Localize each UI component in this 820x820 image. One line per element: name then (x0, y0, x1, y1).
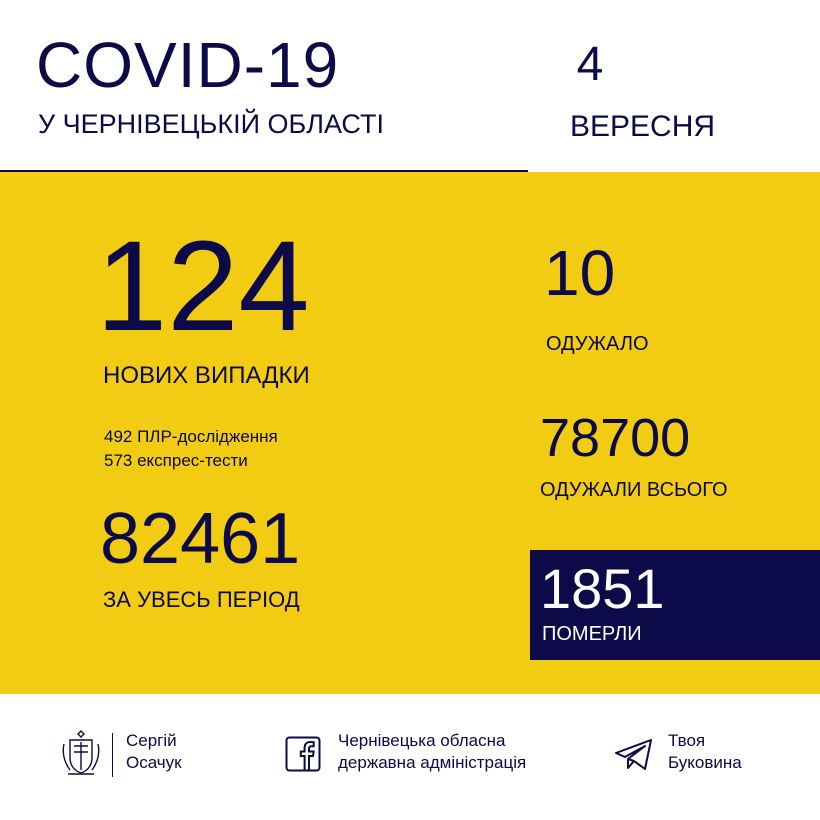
recovered-total-label: ОДУЖАЛИ ВСЬОГО (540, 479, 728, 501)
footer-telegram-line2: Буковина (668, 753, 742, 772)
page-subtitle: У ЧЕРНІВЕЦЬКІЙ ОБЛАСТІ (38, 109, 384, 139)
recovered-label: ОДУЖАЛО (546, 333, 649, 355)
footer-facebook-line1: Чернівецька обласна (338, 731, 506, 750)
footer-facebook-line2: державна адміністрація (338, 753, 527, 772)
deaths-label: ПОМЕРЛИ (542, 623, 642, 645)
recovered-total-value: 78700 (540, 408, 691, 468)
facebook-icon (285, 736, 321, 772)
recovered-value: 10 (544, 237, 616, 309)
deaths-value: 1851 (540, 557, 665, 620)
footer-telegram-line1: Твоя (668, 731, 706, 750)
tests-info (104, 425, 278, 473)
footer-person-line2: Осачук (126, 753, 182, 772)
telegram-icon (614, 738, 654, 772)
new-cases-label: НОВИХ ВИПАДКИ (103, 362, 310, 389)
pcr-tests: 492 ПЛР-дослідження (104, 427, 278, 446)
deaths-box (530, 550, 820, 660)
date-month: ВЕРЕСНЯ (570, 110, 716, 143)
total-cases-label: ЗА УВЕСЬ ПЕРІОД (103, 587, 300, 612)
total-cases-value: 82461 (100, 499, 301, 579)
coat-of-arms-icon (60, 728, 102, 780)
footer-person-line1: Сергій (126, 731, 177, 750)
footer-facebook[interactable] (338, 730, 526, 780)
footer-telegram[interactable] (668, 730, 742, 780)
new-cases-value: 124 (96, 215, 310, 358)
footer-person[interactable] (126, 730, 182, 780)
footer-divider (112, 733, 113, 777)
page-title: COVID-19 (36, 29, 340, 101)
date-day: 4 (576, 38, 604, 91)
express-tests: 573 експрес-тести (104, 451, 248, 470)
